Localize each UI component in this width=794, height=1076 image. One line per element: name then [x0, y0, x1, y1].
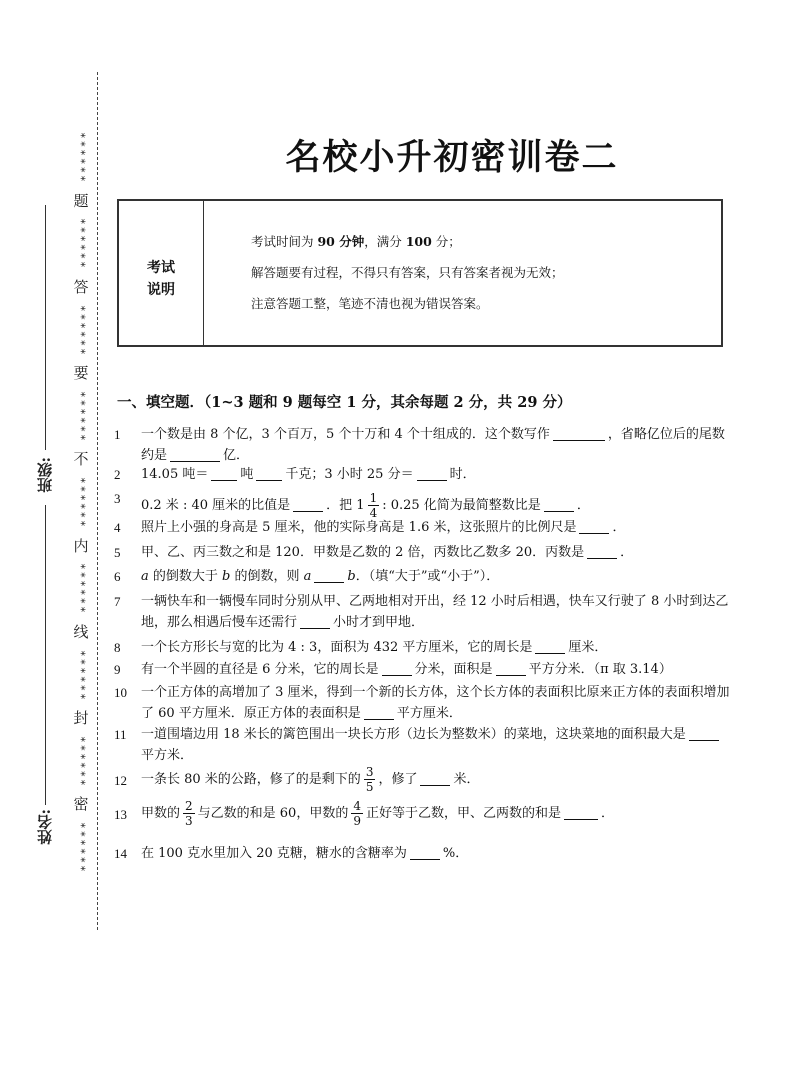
question-text: 一辆快车和一辆慢车同时分别从甲、乙两地相对开出，经 12 小时后相遇，快车又行驶了 8 小时到达乙地，那么相遇后慢车还需行 小时才到甲地．: [141, 594, 729, 630]
answer-blank[interactable]: [211, 465, 237, 481]
answer-blank[interactable]: [382, 660, 412, 676]
answer-blank[interactable]: [579, 518, 609, 534]
section-heading: 一、填空题．（1~3 题和 9 题每空 1 分，其余每题 2 分，共 29 分）: [117, 394, 572, 411]
question-number: 4: [114, 520, 121, 535]
question-text: 甲、乙、丙三数之和是 120．甲数是乙数的 2 倍，丙数比乙数多 20．丙数是 ．: [141, 545, 634, 560]
question-number: 5: [114, 545, 121, 560]
question-text: 有一个半圆的直径是 6 分米，它的周长是 分米，面积是 平方分米．（π 取 3.14）: [141, 662, 672, 677]
student-info-fields: [30, 205, 58, 855]
answer-blank[interactable]: [170, 446, 220, 462]
fraction: $\frac{2}{3}$: [185, 799, 193, 828]
exam-instructions-box: [117, 199, 723, 347]
question-text: 一个正方体的高增加了 3 厘米，得到一个新的长方体，这个长方体的表面积比原来正方体的表面积增加了 60 平方厘米．原正方体的表面积是 平方厘米．: [141, 685, 730, 721]
seal-stars: ******: [74, 822, 88, 874]
seal-word: 要: [73, 364, 89, 383]
seal-word: 答: [73, 277, 89, 296]
instruction-line-time: 考试时间为 90 分钟，满分 100 分；: [251, 234, 461, 249]
answer-blank[interactable]: [689, 725, 719, 741]
question-number: 9: [114, 662, 121, 677]
question-number: 6: [114, 569, 121, 584]
seal-word: 封: [73, 709, 89, 728]
name-field-line[interactable]: [45, 505, 46, 805]
answer-blank[interactable]: [410, 844, 440, 860]
answer-blank[interactable]: [544, 496, 574, 512]
seal-stars: ******: [74, 477, 88, 529]
page-title: 名校小升初密训卷二: [285, 137, 619, 178]
question-text: 在 100 克水里加入 20 克糖，糖水的含糖率为 %．: [141, 846, 469, 861]
answer-blank[interactable]: [587, 543, 617, 559]
instructions-label-line2: 说明: [147, 282, 175, 298]
question-text: 14.05 吨＝ 吨 千克；3 小时 25 分＝ 时．: [141, 467, 476, 482]
answer-blank[interactable]: [564, 804, 598, 820]
instructions-label-line1: 考试: [147, 260, 175, 276]
seal-word: 不: [73, 450, 89, 469]
answer-blank[interactable]: [535, 638, 565, 654]
seal-stars: ******: [74, 218, 88, 271]
seal-stars: ******: [74, 735, 88, 788]
question-text: 一个数是由 8 个亿，3 个百万，5 个十万和 4 个十组成的．这个数写作 ，省略亿位后的尾数约是 亿．: [141, 427, 725, 463]
seal-column: [70, 132, 92, 874]
fraction: $\frac{1}{4}$: [369, 491, 378, 520]
question-text: 照片上小强的身高是 5 厘米，他的实际身高是 1.6 米，这张照片的比例尺是 ．: [141, 520, 626, 535]
question-text: 一个长方形长与宽的比为 4 : 3，面积为 432 平方厘米，它的周长是 厘米．: [141, 640, 608, 655]
question-text: a 的倒数大于 b 的倒数，则 a b．（填“大于”或“小于”）．: [141, 569, 500, 584]
seal-stars: ******: [74, 304, 88, 357]
seal-stars: ******: [74, 390, 88, 443]
answer-blank[interactable]: [420, 770, 450, 786]
question-number: 10: [114, 685, 127, 700]
seal-word: 线: [73, 622, 89, 641]
cut-dashed-line: [97, 72, 98, 930]
mixed-number-whole: 1: [356, 498, 365, 513]
question-number: 7: [114, 594, 121, 609]
seal-stars: ******: [74, 563, 88, 616]
question-text: 一道围墙边用 18 米长的篱笆围出一块长方形（边长为整数米）的菜地，这块菜地的面积最大是平方米．: [141, 724, 734, 766]
answer-blank[interactable]: [496, 660, 526, 676]
question-number: 11: [114, 727, 127, 742]
question-number: 14: [114, 846, 127, 861]
question-number: 12: [114, 773, 127, 788]
name-label: 姓名:: [36, 809, 54, 845]
seal-word: 密: [73, 795, 89, 814]
fraction: $\frac{3}{5}$: [365, 765, 374, 794]
seal-stars: ******: [74, 132, 88, 184]
answer-blank[interactable]: [300, 613, 330, 629]
question-text: 甲数的 $\frac{2}{3}$ 与乙数的和是 60，甲数的 $\frac{4}{9}$ 正好等于乙数，甲、乙两数的和是 ．: [141, 799, 615, 828]
class-label: 班级:: [36, 457, 54, 493]
instruction-line-process: 解答题要有过程，不得只有答案，只有答案者视为无效；: [251, 265, 564, 280]
question-number: 13: [114, 807, 127, 822]
answer-blank[interactable]: [256, 465, 282, 481]
question-number: 8: [114, 640, 121, 655]
answer-blank[interactable]: [364, 704, 394, 720]
question-text: 0.2 米 : 40 厘米的比值是 ．把 1 $\frac{1}{4}$ : 0.25 化简为最简整数比是 ．: [141, 491, 590, 520]
fraction: $\frac{4}{9}$: [353, 799, 361, 828]
question-number: 2: [114, 467, 121, 482]
box-divider: [203, 201, 204, 345]
class-field-line[interactable]: [45, 205, 46, 450]
seal-word: 内: [73, 536, 89, 555]
seal-word: 题: [73, 191, 89, 210]
question-number: 1: [114, 427, 121, 442]
answer-blank[interactable]: [293, 496, 323, 512]
answer-blank[interactable]: [314, 567, 344, 583]
answer-blank[interactable]: [553, 425, 605, 441]
question-text: 一条长 80 米的公路，修了的是剩下的 $\frac{3}{5}$ ，修了 米．: [141, 765, 480, 794]
instructions-text: [251, 226, 564, 319]
answer-blank[interactable]: [417, 465, 447, 481]
question-number: 3: [114, 491, 121, 506]
instructions-label: [119, 257, 203, 301]
seal-stars: ******: [74, 649, 88, 702]
instruction-line-neatness: 注意答题工整，笔迹不清也视为错误答案。: [251, 296, 489, 311]
